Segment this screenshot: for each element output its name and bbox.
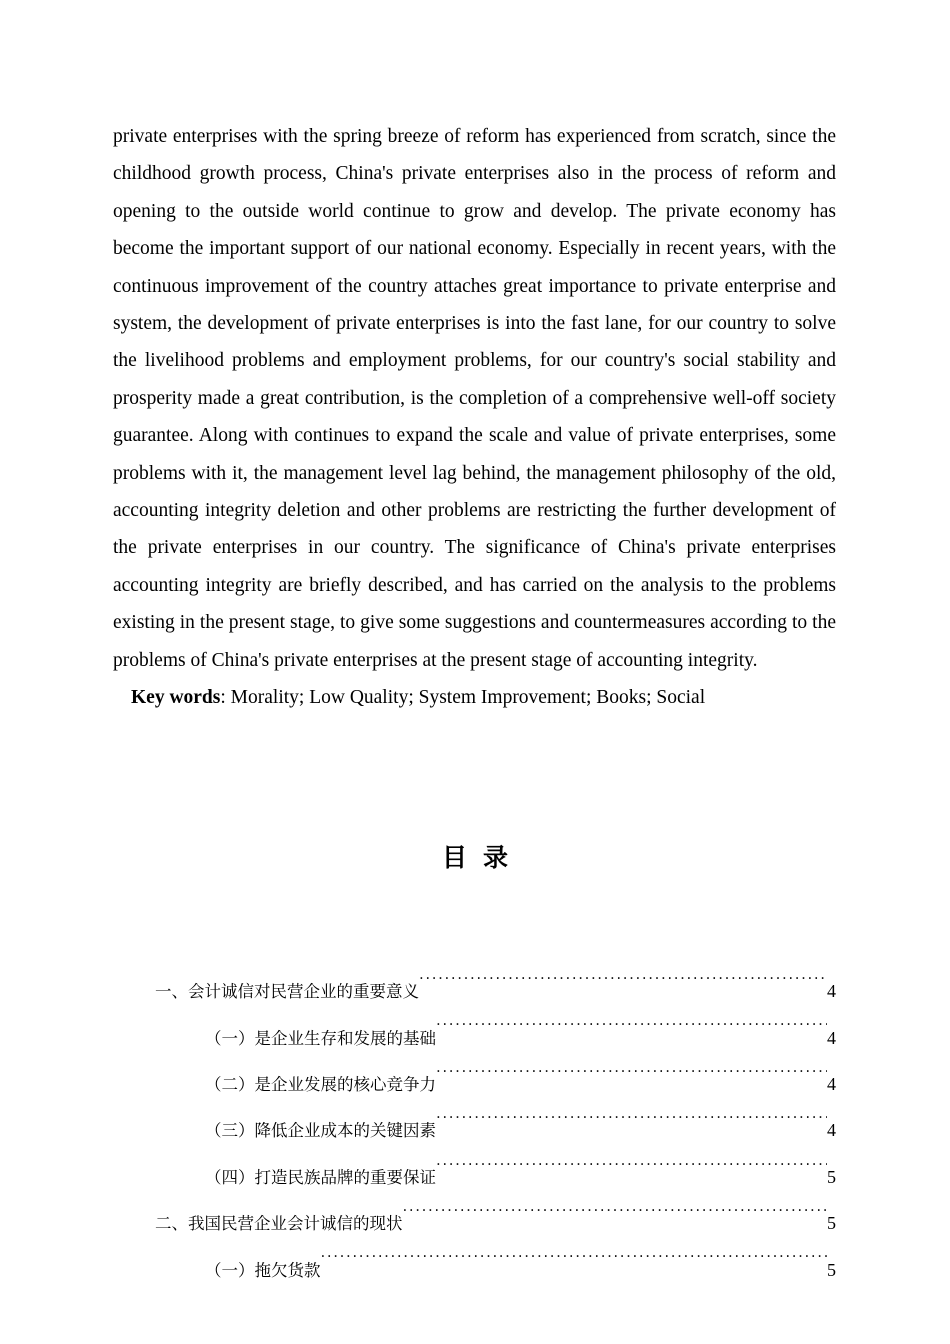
toc-entry[interactable] bbox=[113, 1009, 836, 1055]
toc-list bbox=[113, 963, 836, 1288]
toc-dot-leader bbox=[321, 1241, 828, 1275]
toc-entry-page-number: 4 bbox=[827, 1027, 836, 1048]
toc-entry-page-number: 5 bbox=[827, 1213, 836, 1234]
keywords-line bbox=[113, 679, 836, 716]
toc-entry[interactable] bbox=[113, 1149, 836, 1195]
toc-heading-char-2: 录 bbox=[483, 843, 509, 872]
toc-entry-label: （一）拖欠货款 bbox=[205, 1260, 321, 1280]
toc-dot-leader bbox=[436, 1009, 827, 1043]
toc-entry-label: 一、会计诚信对民营企业的重要意义 bbox=[155, 982, 419, 1002]
toc-entry[interactable] bbox=[113, 1195, 836, 1241]
toc-entry-page-number: 4 bbox=[827, 1073, 836, 1094]
toc-entry-page-number: 5 bbox=[827, 1166, 836, 1187]
toc-entry-page-number: 4 bbox=[827, 981, 836, 1002]
toc-entry-label: 二、我国民营企业会计诚信的现状 bbox=[155, 1214, 403, 1234]
toc-entry[interactable] bbox=[113, 1102, 836, 1148]
toc-entry[interactable] bbox=[113, 1241, 836, 1287]
toc-dot-leader bbox=[419, 963, 827, 997]
toc-dot-leader bbox=[436, 1149, 827, 1183]
toc-entry-page-number: 5 bbox=[827, 1259, 836, 1280]
toc-entry-label: （一）是企业生存和发展的基础 bbox=[205, 1028, 436, 1048]
keywords-value: Morality; Low Quality; System Improvement; Books; Social bbox=[230, 687, 706, 709]
toc-entry-label: （二）是企业发展的核心竞争力 bbox=[205, 1074, 436, 1094]
toc-entry[interactable] bbox=[113, 963, 836, 1009]
toc-heading bbox=[0, 843, 950, 873]
toc-entry[interactable] bbox=[113, 1056, 836, 1102]
abstract-paragraph: private enterprises with the spring breeze of reform has experienced from scratch, since the childhood growth process, China's private enterprises also in the process of reform and opening to the outside world continue to grow and develop. The private economy has become the important support of our national economy. Especially in recent years, with the continuous improvement of the country attaches great importance to private enterprise and system, the development of private enterprises is into the fast lane, for our country to solve the livelihood problems and employment problems, for our country's social stability and prosperity made a great contribution, is the completion of a comprehensive well-off society guarantee. Along with continues to expand the scale and value of private enterprises, some problems with it, the management level lag behind, the management philosophy of the old, accounting integrity deletion and other problems are restricting the further development of the private enterprises in our country. The significance of China's private enterprises accounting integrity are briefly described, and has carried on the analysis to the problems existing in the present stage, to give some suggestions and countermeasures according to the problems of China's private enterprises at the present stage of accounting integrity. bbox=[113, 126, 836, 671]
keywords-label: Key words bbox=[131, 687, 221, 709]
toc-entry-label: （三）降低企业成本的关键因素 bbox=[205, 1121, 436, 1141]
toc-heading-char-1: 目 bbox=[441, 843, 467, 872]
keywords-separator: : bbox=[220, 687, 231, 709]
abstract-text-block bbox=[113, 118, 836, 717]
toc-entry-page-number: 4 bbox=[827, 1120, 836, 1141]
toc-entry-label: （四）打造民族品牌的重要保证 bbox=[205, 1167, 436, 1187]
toc-dot-leader bbox=[403, 1195, 828, 1229]
toc-dot-leader bbox=[436, 1102, 827, 1136]
toc-dot-leader bbox=[436, 1056, 827, 1090]
